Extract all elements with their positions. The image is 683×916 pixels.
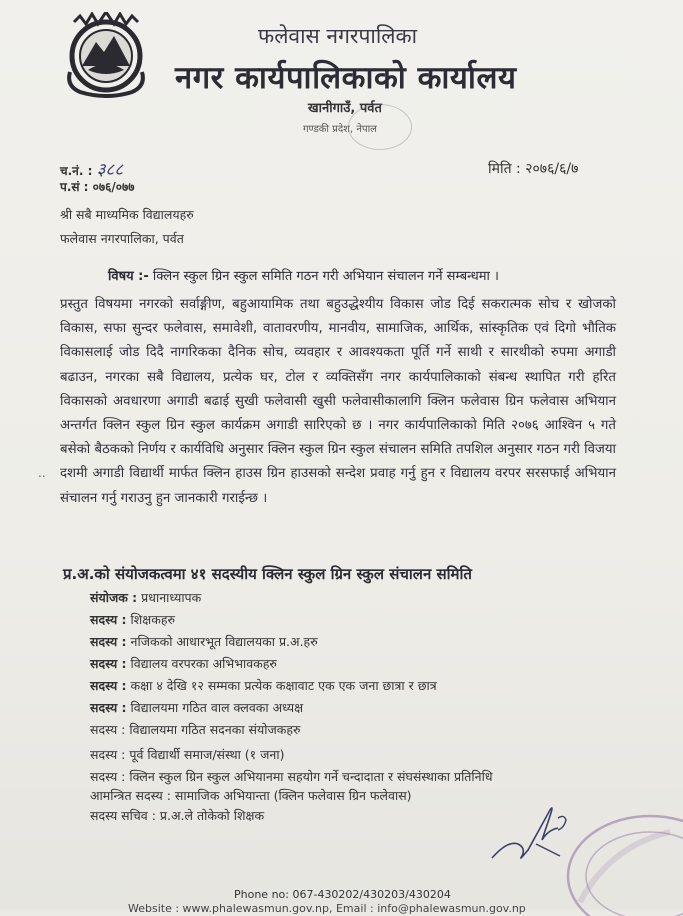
- member-row: सदस्य : नजिकको आधारभूत विद्यालयका प्र.अ.हरु: [90, 634, 318, 649]
- letter-date: [488, 159, 578, 178]
- fiscal-year-row: [60, 178, 134, 195]
- member-row: आमन्त्रित सदस्य : सामाजिक अभियान्ता (क्लिन फलेवास ग्रिन फलेवास): [90, 788, 412, 803]
- subject-label: विषय :-: [108, 269, 149, 284]
- subject-text: क्लिन स्कुल ग्रिन स्कुल समिति गठन गरी अभियान संचालन गर्ने सम्बन्धमा ।: [152, 269, 499, 284]
- municipality-name: फलेवास नगरपालिका: [258, 24, 418, 48]
- member-row: सदस्य : विद्यालयमा गठित वाल क्लवका अध्यक्ष: [90, 700, 304, 715]
- member-row: संयोजक : प्रधानाध्यापक: [90, 590, 202, 605]
- committee-title: प्र.अ.को संयोजकत्वमा ४१ सदस्यीय क्लिन स्कुल ग्रिन स्कुल संचालन समिति: [63, 565, 472, 583]
- member-row: सदस्य : क्लिन स्कुल ग्रिन स्कुल अभियानमा सहयोग गर्ने चन्दादाता र संघसंस्थाका प्रतिनिधि: [90, 769, 493, 784]
- footer-phone: Phone no: 067-430202/430203/430204: [234, 888, 451, 901]
- letter-number-row: [60, 157, 123, 180]
- office-address: खानीगाउँ, पर्वत: [308, 101, 382, 116]
- margin-mark: ..: [38, 466, 46, 480]
- date-label: मिति :: [488, 161, 521, 177]
- date-value: २०७६/६/७: [525, 161, 579, 177]
- letter-number-value: ३८८: [96, 160, 124, 180]
- fiscal-year-label: प.सं :: [60, 180, 89, 194]
- footer-website: Website : www.phalewasmun.gov.np, Email : info@phalewasmun.gov.np: [128, 902, 526, 915]
- subject-line: [108, 266, 499, 284]
- member-row: सदस्य : शिक्षकहरु: [90, 612, 175, 627]
- recipient-line-1: श्री सबै माध्यमिक विद्यालयहरु: [60, 207, 194, 222]
- member-row: सदस्य सचिव : प्र.अ.ले तोकेको शिक्षक: [90, 808, 265, 823]
- letter-number-label: च.नं. :: [60, 164, 93, 178]
- nepal-emblem-icon: [66, 12, 146, 98]
- date-stamp-faint: [348, 104, 412, 150]
- fiscal-year-value: ०७६/०७७: [92, 180, 135, 194]
- office-province: गण्डकी प्रदेश, नेपाल: [303, 124, 377, 135]
- recipient-line-2: फलेवास नगरपालिका, पर्वत: [60, 231, 184, 246]
- member-row: सदस्य : पूर्व विद्यार्थी समाज/संस्था (१ जना): [90, 747, 285, 762]
- body-paragraph: प्रस्तुत विषयमा नगरको सर्वाङ्गीण, बहुआयामिक तथा बहुउद्धेश्यीय विकास जोड दिई सकरात्मक सोच र खोजको विकास, सफा सुन्दर फलेवास, समावेशी, वातावरणीय, मानवीय, सामाजिक, आर्थिक, सांस्कृतिक एवं दिगो भौतिक विकासलाई जोड दिदै नागरिकका दैनिक सोच, व्यवहार र आवश्यकता पूर्ति गर्ने साथी र सारथीको रुपमा अगाडी बढाउन, नगरका सबै विद्यालय, प्रत्येक घर, टोल र व्यक्तिसँग नगर कार्यपालिकाको संबन्ध स्थापित गरी हरित विकासको अवधारणा अगाडी बढाई सुखी फलेवासी खुसी फलेवासीकालागि क्लिन फलेवास ग्रिन फलेवास अभियान अन्तर्गत क्लिन स्कुल ग्रिन स्कुल कार्यक्रम अगाडी सारिएको छ । नगर कार्यपालिकाको मिति २०७६ आश्विन ५ गते बसेको बैठकको निर्णय र कार्यविधि अनुसार क्लिन स्कुल ग्रिन स्कुल संचालन समिति तपशिल अनुसार गठन गरी विजया दशमी अगाडी विद्यार्थी मार्फत क्लिन हाउस ग्रिन हाउसको सन्देश प्रवाह गर्नु हुन र विद्यालय वरपर सरसफाई अभियान संचालन गर्नु गराउनु हुन जानकारी गराईन्छ ।: [60, 297, 616, 506]
- official-seal-stamp-icon: [550, 806, 683, 916]
- member-row: सदस्य : कक्षा ४ देखि १२ सम्मका प्रत्येक कक्षावाट एक एक जना छात्रा र छात्र: [90, 678, 437, 693]
- member-row: सदस्य : विद्यालयमा गठित सदनका संयोजकहरु: [90, 722, 301, 737]
- office-title: नगर कार्यपालिकाको कार्यालय: [175, 60, 517, 96]
- member-row: सदस्य : विद्यालय वरपरका अभिभावकहरु: [90, 656, 277, 671]
